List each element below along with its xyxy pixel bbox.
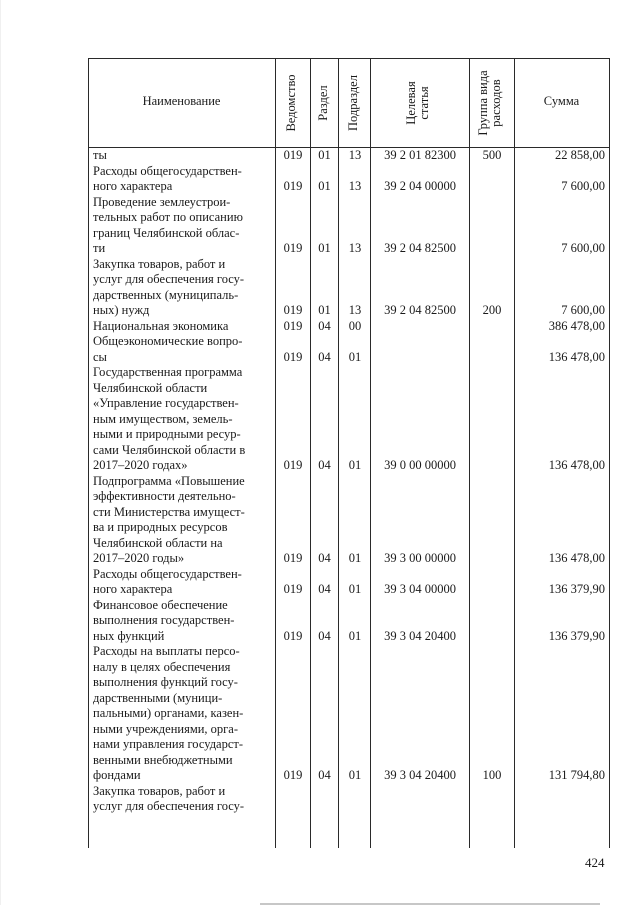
row-name-line: Финансовое обеспечение: [93, 597, 228, 612]
row-section: 04: [318, 582, 331, 596]
row-amount: 7 600,00: [561, 303, 605, 317]
row-name: [93, 474, 272, 567]
row-section: 04: [318, 318, 331, 333]
col-border-dept: [310, 58, 311, 848]
row-name-line: эффективности деятельно-: [93, 489, 236, 503]
row-target: 39 0 00 00000: [384, 458, 456, 472]
row-name-line: границ Челябинской облас-: [93, 225, 240, 240]
col-border-section: [338, 58, 339, 848]
row-name-line: ти: [93, 241, 106, 255]
row-group: 100: [482, 768, 502, 782]
row-group: 200: [482, 303, 502, 317]
row-target: 39 2 04 82500: [384, 303, 456, 317]
header-group-line1: Группа вида: [476, 70, 490, 136]
row-amount: 386 478,00: [548, 318, 605, 333]
row-section: 01: [318, 241, 331, 255]
row-amount: 136 379,90: [548, 628, 605, 643]
row-name-line: Расходы на выплаты персо-: [93, 644, 240, 658]
col-border-right: [609, 58, 610, 848]
row-name-line: Закупка товаров, работ и: [93, 256, 226, 271]
row-amount: 136 379,90: [548, 582, 605, 596]
row-name-line: сти Министерства имущест-: [93, 504, 245, 519]
header-name: Наименование: [142, 94, 221, 108]
row-name-line: ных функций: [93, 628, 165, 643]
row-name-line: ва и природных ресурсов: [93, 520, 228, 534]
row-amount: 136 478,00: [548, 551, 605, 565]
header-amount: Сумма: [543, 94, 580, 108]
row-name: [93, 195, 272, 257]
col-border-target: [469, 58, 470, 848]
row-name-line: сами Челябинской области в: [93, 442, 246, 457]
row-name: [93, 598, 272, 645]
col-border-group: [514, 58, 515, 848]
row-section: 01: [318, 148, 331, 162]
row-target: 39 3 00 00000: [384, 551, 456, 565]
row-amount: 136 478,00: [548, 458, 605, 472]
row-section: 04: [318, 628, 331, 643]
col-border-left: [88, 58, 89, 848]
row-dept: 019: [283, 582, 303, 596]
row-dept: 019: [283, 349, 303, 364]
row-amount: 136 478,00: [548, 349, 605, 364]
row-name-line: услуг для обеспечения госу-: [93, 272, 245, 286]
row-amount: 131 794,80: [548, 768, 605, 782]
row-target: 39 2 04 00000: [384, 179, 456, 193]
row-target: 39 3 04 00000: [384, 582, 456, 596]
col-border-name: [275, 58, 276, 848]
row-name-line: ных) нужд: [93, 303, 150, 317]
row-subsection: 13: [348, 179, 362, 193]
header-group-line2: расходов: [489, 79, 503, 127]
row-name-line: Челябинской области на: [93, 535, 223, 550]
row-name: [93, 644, 272, 784]
row-name-line: фондами: [93, 768, 141, 782]
row-name-line: выполнения государствен-: [93, 613, 235, 627]
header-dept: Ведомство: [284, 74, 298, 132]
row-name: [93, 334, 272, 365]
row-subsection: 13: [348, 303, 362, 317]
row-section: 01: [318, 179, 331, 193]
row-name-line: ным имуществом, земель-: [93, 411, 233, 426]
row-name-line: тельных работ по описанию: [93, 210, 243, 224]
row-subsection: 13: [348, 148, 362, 162]
row-subsection: 01: [348, 349, 362, 364]
row-section: 04: [318, 551, 331, 565]
row-group: 500: [482, 148, 502, 162]
row-subsection: 00: [348, 318, 362, 333]
row-name: [93, 257, 272, 319]
header-target: [405, 59, 433, 147]
row-section: 04: [318, 458, 331, 472]
col-border-subsection: [370, 58, 371, 848]
row-subsection: 01: [348, 768, 362, 782]
row-name-line: дарственных (муниципаль-: [93, 287, 239, 302]
header-section: Раздел: [316, 85, 330, 121]
row-name: [93, 567, 272, 598]
row-dept: 019: [283, 628, 303, 643]
row-dept: 019: [283, 318, 303, 333]
row-name-line: нами управления государст-: [93, 737, 244, 751]
header-group: [477, 59, 505, 147]
row-section: 04: [318, 349, 331, 364]
row-subsection: 01: [348, 628, 362, 643]
row-name-line: Государственная программа: [93, 365, 243, 379]
row-subsection: 01: [348, 551, 362, 565]
row-name-line: ными учреждениями, орга-: [93, 721, 239, 736]
row-amount: 22 858,00: [555, 148, 605, 162]
row-subsection: 01: [348, 582, 362, 596]
row-name-line: выполнения функций госу-: [93, 675, 238, 689]
row-name-line: ты: [93, 148, 107, 162]
row-name-line: налу в целях обеспечения: [93, 659, 231, 674]
row-name-line: Закупка товаров, работ и: [93, 783, 226, 798]
row-amount: 7 600,00: [561, 241, 605, 255]
row-name: [93, 148, 272, 164]
row-target: 39 3 04 20400: [384, 628, 456, 643]
row-name-line: сы: [93, 349, 107, 364]
row-name: [93, 319, 272, 335]
row-dept: 019: [283, 303, 303, 317]
header-subsection: Подраздел: [346, 75, 360, 131]
row-name-line: 2017–2020 годы»: [93, 551, 185, 565]
header-target-line2: статья: [417, 86, 431, 120]
row-dept: 019: [283, 241, 303, 255]
page-number: 424: [585, 855, 605, 870]
row-name-line: Общеэкономические вопро-: [93, 334, 243, 348]
row-name-line: Проведение землеустрои-: [93, 194, 231, 209]
row-target: 39 3 04 20400: [384, 768, 456, 782]
row-name-line: «Управление государствен-: [93, 396, 239, 410]
row-name-line: венными внебюджетными: [93, 752, 233, 767]
row-dept: 019: [283, 551, 303, 565]
row-target: 39 2 04 82500: [384, 241, 456, 255]
row-name-line: дарственными (муници-: [93, 690, 223, 705]
row-subsection: 01: [348, 458, 362, 472]
row-section: 04: [318, 768, 331, 782]
row-name-line: Челябинской области: [93, 380, 208, 395]
row-amount: 7 600,00: [561, 179, 605, 193]
row-subsection: 13: [348, 241, 362, 255]
row-name-line: 2017–2020 годах»: [93, 458, 188, 472]
scan-edge: [0, 0, 1, 905]
row-dept: 019: [283, 458, 303, 472]
row-name-line: Национальная экономика: [93, 318, 229, 333]
row-name-line: Расходы общегосударствен-: [93, 163, 242, 178]
row-name-line: услуг для обеспечения госу-: [93, 799, 245, 813]
row-name-line: Подпрограмма «Повышение: [93, 473, 245, 488]
row-target: 39 2 01 82300: [384, 148, 456, 162]
row-name: [93, 784, 272, 815]
row-dept: 019: [283, 179, 303, 193]
row-name-line: ными и природными ресур-: [93, 427, 241, 441]
row-section: 01: [318, 303, 331, 317]
row-name-line: ного характера: [93, 179, 173, 193]
row-dept: 019: [283, 148, 303, 162]
row-name-line: ного характера: [93, 582, 173, 596]
header-target-line1: Целевая: [404, 81, 418, 125]
row-name: [93, 164, 272, 195]
row-dept: 019: [283, 768, 303, 782]
row-name-line: Расходы общегосударствен-: [93, 566, 242, 581]
row-name-line: пальными) органами, казен-: [93, 706, 244, 720]
row-name: [93, 365, 272, 474]
